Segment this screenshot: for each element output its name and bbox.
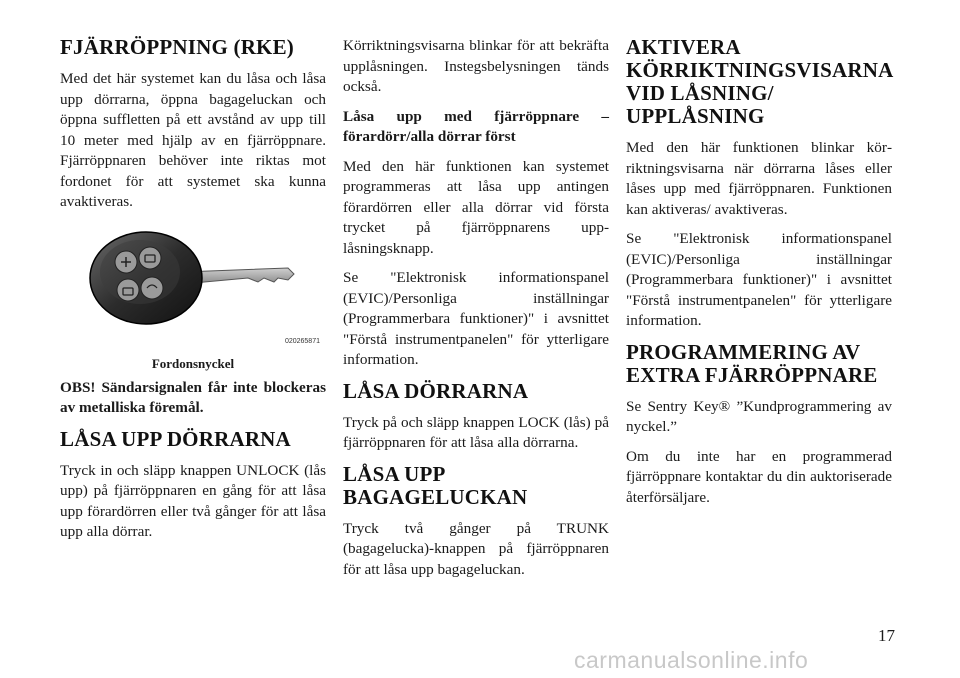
column-2 [343, 36, 609, 589]
figure-code: 020265871 [284, 337, 320, 345]
section-heading-program-extra-fob: PROGRAMMERING AV EXTRA FJÄRRÖPPNARE [626, 339, 878, 387]
paragraph-lock-doors: Tryck på och släpp knappen LOCK (lås) på fjärröppnaren för att låsa alla dörrarna. [343, 413, 609, 451]
paragraph-unlock-doors: Tryck in och släpp knappen UNLOCK (lås upp) på fjärröppnaren en gång för att låsa upp förardörren eller två gånger för att låsa upp alla dörrar. [60, 461, 326, 540]
page-number: 17 [878, 626, 895, 645]
paragraph-unlock-trunk: Tryck två gånger på TRUNK (bagagelucka)-knappen på fjärröppnaren för att låsa upp bagageluckan. [343, 519, 609, 578]
paragraph-driver-door-function: Med den här funktionen kan systemet programmeras att låsa upp antingen förardörren eller alla dörrar vid första trycket på fjärröppnarens upplåsningsknapp. [343, 157, 609, 257]
column-3 [626, 36, 892, 517]
paragraph-contact-dealer: Om du inte har en programmerad fjärröppnare kontaktar du din auktoriserade återförsäljare. [626, 447, 892, 506]
paragraph-sentry-key: Se Sentry Key® ”Kundprogrammering av nyckel.” [626, 397, 892, 435]
column-1 [60, 36, 326, 552]
section-heading-unlock-doors: LÅSA UPP DÖRRARNA [60, 426, 291, 451]
key-fob-icon [88, 228, 298, 340]
section-heading-unlock-trunk: LÅSA UPP BAGAGELUCKAN [343, 461, 528, 509]
section-heading-rke: FJÄRRÖPPNING (RKE) [60, 35, 294, 59]
key-fob-figure [60, 222, 326, 372]
section-heading-activate-indicators: AKTIVERA KÖRRIKTNINGSVISARNA VID LÅSNING/ UPPLÅSNING [626, 35, 893, 128]
figure-caption: Fordonsnyckel [151, 355, 235, 371]
subheading-driver-door-first: Låsa upp med fjärröppnare – förardörr/alla dörrar först [343, 107, 609, 145]
paragraph-evic-reference-2: Se "Elektronisk informationspanel (EVIC)/Personliga inställningar (Programmerbara funktioner)" i avsnittet "Förstå instrumentpanelen" för ytterligare information. [626, 230, 892, 329]
section-heading-lock-doors: LÅSA DÖRRARNA [343, 378, 529, 403]
paragraph-evic-reference: Se "Elektronisk informationspanel (EVIC)/Personliga inställningar (Programmerbara funktioner)" i avsnittet "Förstå instrumentpanelen" för ytterligare information. [343, 269, 609, 368]
paragraph-indicators-function: Med den här funktionen blinkar körriktningsvisarna när dörrarna låses eller låses upp med fjärröppnaren. Funktionen kan aktiveras/ avaktiveras. [626, 139, 892, 218]
paragraph-indicators-flash: Körriktningsvisarna blinkar för att bekräfta upplåsningen. Instegsbelysningen tänds också. [343, 37, 609, 95]
watermark: carmanualsonline.info [574, 647, 809, 673]
note-paragraph: OBS! Sändarsignalen får inte blockeras av metalliska föremål. [60, 378, 326, 416]
paragraph-rke-intro: Med det här systemet kan du låsa och låsa upp dörrarna, öppna bagageluckan och öppna suffletten på ett avstånd av upp till 10 meter med hjälp av en fjärröppnare. Fjärröppnaren behöver inte riktas mot fordonet för att systemet ska kunna avaktiveras. [60, 70, 326, 210]
